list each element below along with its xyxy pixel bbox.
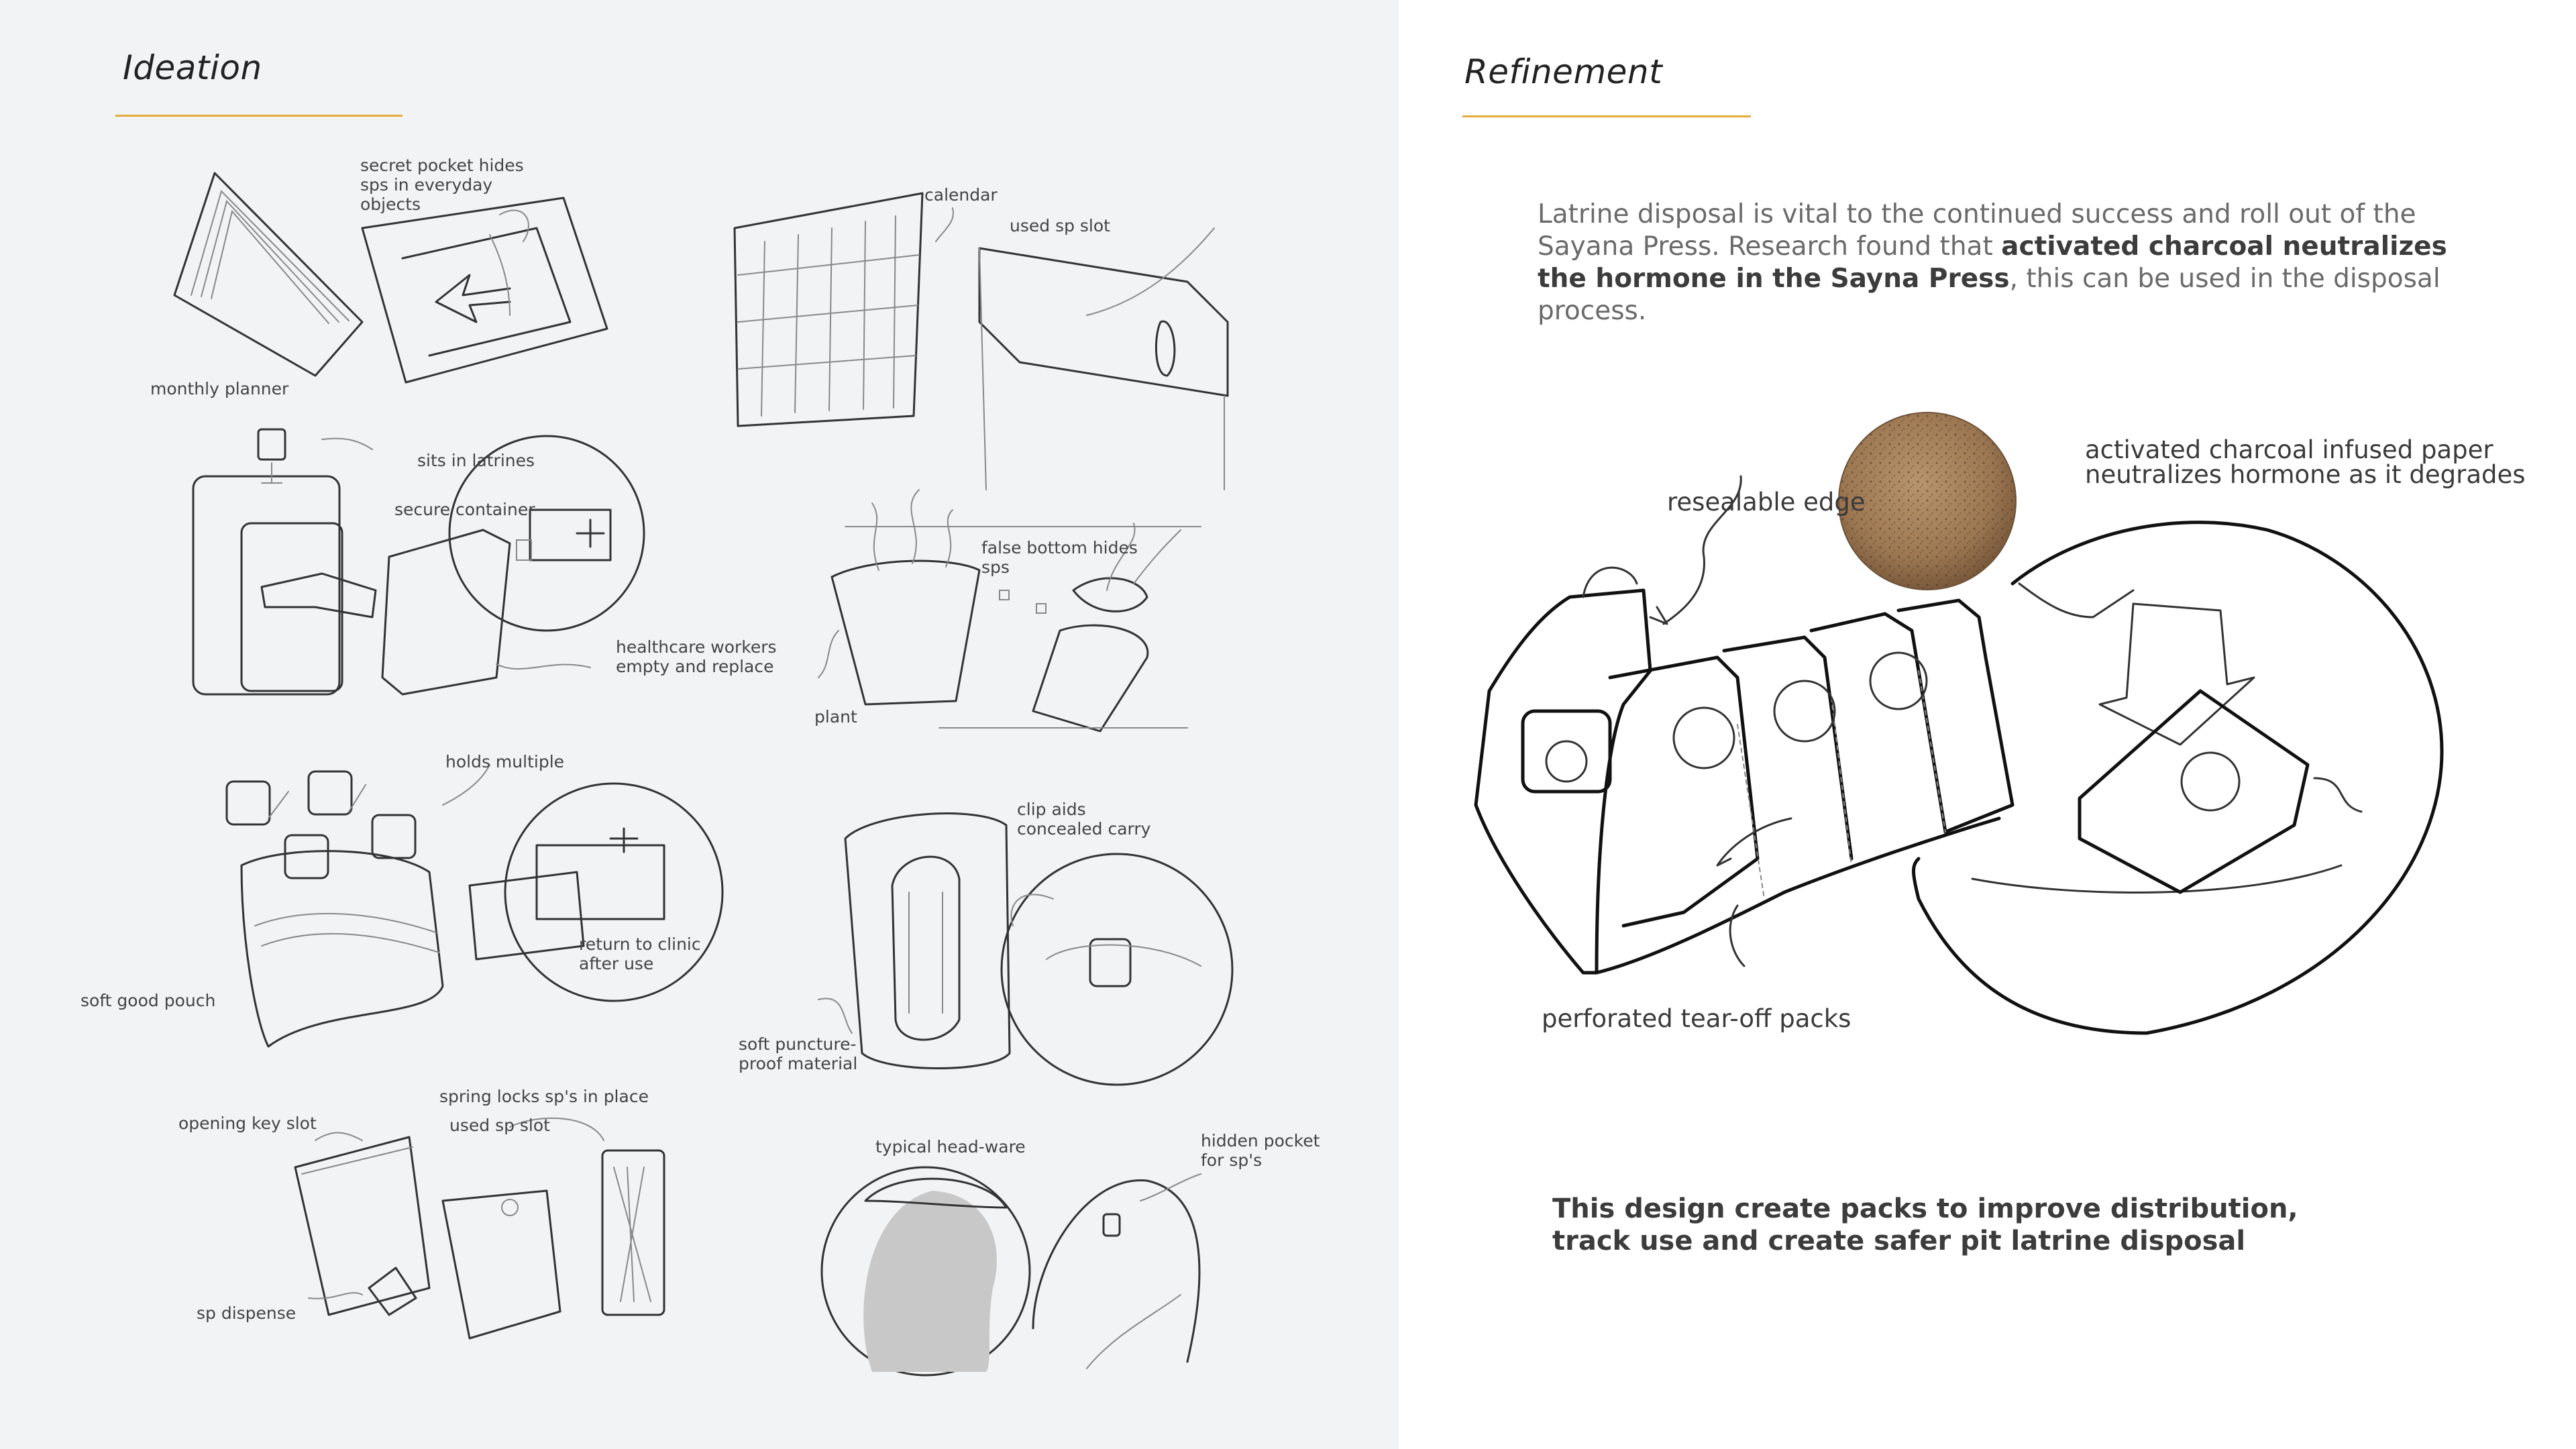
- label-used-sp-slot-top: used sp slot: [1010, 216, 1110, 235]
- headware-sketch: [822, 1167, 1201, 1375]
- label-resealable-edge: resealable edge: [1667, 488, 1866, 517]
- label-soft-good-pouch: soft good pouch: [80, 991, 216, 1010]
- conclusion-text: This design create packs to improve distribution, track use and create safer pit latrine disposal: [1552, 1193, 2298, 1256]
- label-calendar: calendar: [924, 185, 998, 205]
- label-perforated: perforated tear-off packs: [1542, 1004, 1851, 1033]
- label-return-to-clinic: return to clinic after use: [579, 934, 701, 973]
- label-soft-puncture: soft puncture- proof material: [739, 1034, 858, 1073]
- label-charcoal: activated charcoal infused paper neutralizes hormone as it degrades: [2085, 435, 2526, 489]
- ideation-title: Ideation: [123, 48, 262, 87]
- label-holds-multiple: holds multiple: [445, 752, 565, 771]
- label-plant: plant: [814, 707, 857, 727]
- pack-detail-sketch: [1914, 523, 2443, 1033]
- label-secure-container: secure container: [394, 500, 535, 519]
- clip-pouch-sketch: [818, 814, 1232, 1085]
- plant-pot-sketch: [818, 490, 1201, 731]
- dispenser-sketch: [295, 1118, 664, 1338]
- label-typical-head-ware: typical head-ware: [875, 1137, 1026, 1157]
- label-healthcare-workers: healthcare workers empty and replace: [616, 637, 777, 676]
- label-monthly-planner: monthly planner: [150, 379, 289, 398]
- label-hidden-pocket: hidden pocket for sp's: [1201, 1131, 1320, 1170]
- label-sits-in-latrines: sits in latrines: [417, 451, 535, 470]
- soft-pouch-sketch: [227, 765, 722, 1046]
- intro-paragraph: Latrine disposal is vital to the continued success and roll out of the Sayana Press. Research found that activated charcoal neutralizes the hormone in the Sayna Press, this can be used in the disposal process.: [1538, 199, 2447, 326]
- label-secret-pocket: secret pocket hides sps in everyday objects: [360, 156, 524, 214]
- label-clip-aids: clip aids concealed carry: [1017, 800, 1151, 839]
- label-opening-key-slot: opening key slot: [178, 1114, 317, 1133]
- label-false-bottom: false bottom hides sps: [981, 538, 1138, 577]
- refinement-title: Refinement: [1464, 52, 1663, 91]
- calendar-sketch: [735, 193, 1228, 490]
- label-used-sp-slot-bottom: used sp slot: [449, 1116, 550, 1135]
- label-sp-dispense: sp dispense: [197, 1303, 297, 1323]
- label-spring-locks: spring locks sp's in place: [439, 1087, 649, 1106]
